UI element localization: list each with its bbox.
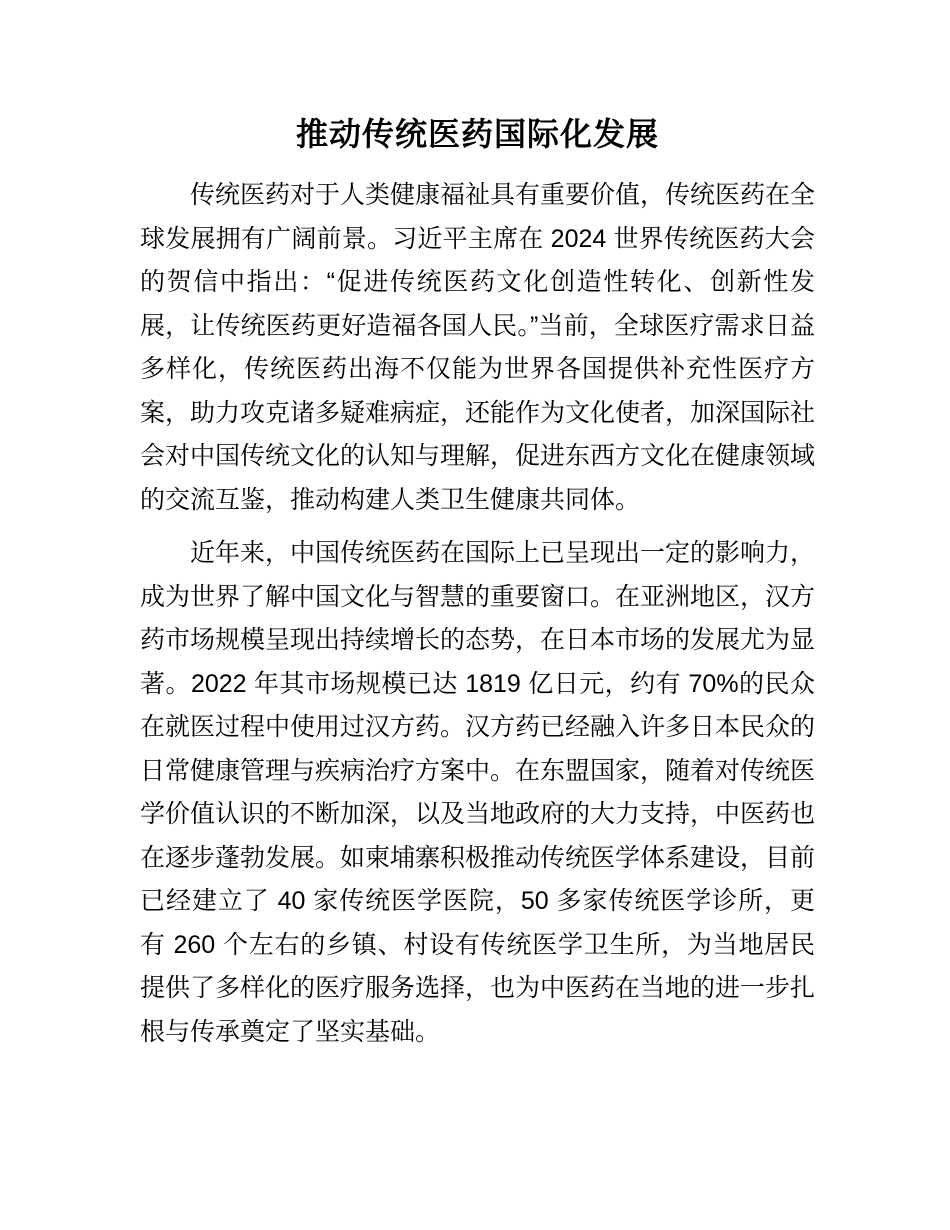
document-title: 推动传统医药国际化发展 [295,116,659,152]
paragraph-international-influence: 近年来，中国传统医药在国际上已呈现出一定的影响力，成为世界了解中国文化与智慧的重要窗口。在亚洲地区，汉方药市场规模呈现出持续增长的态势，在日本市场的发展尤为显著。2022 年其市场规模已达 1819 亿日元，约有 70%的民众在就医过程中使用过汉方药。汉方药已经融入许多日本民众的日常健康管理与疾病治疗方案中。在东盟国家，随着对传统医学价值认识的不断加深，以及当地政府的大力支持，中医药也在逐步蓬勃发展。如柬埔寨积极推动传统医学体系建设，目前已经建立了 40 家传统医学医院，50 多家传统医学诊所，更有 260 个左右的乡镇、村设有传统医学卫生所，为当地居民提供了多样化的医疗服务选择，也为中医药在当地的进一步扎根与传承奠定了坚实基础。 [140,539,816,1046]
paragraph-intro: 传统医药对于人类健康福祉具有重要价值，传统医药在全球发展拥有广阔前景。习近平主席在 2024 世界传统医药大会的贺信中指出：“促进传统医药文化创造性转化、创新性发展，让传统医药更好造福各国人民。”当前，全球医疗需求日益多样化，传统医药出海不仅能为世界各国提供补充性医疗方案，助力攻克诸多疑难病症，还能作为文化使者，加深国际社会对中国传统文化的认知与理解，促进东西方文化在健康领域的交流互鉴，推动构建人类卫生健康共同体。 [140,181,816,514]
